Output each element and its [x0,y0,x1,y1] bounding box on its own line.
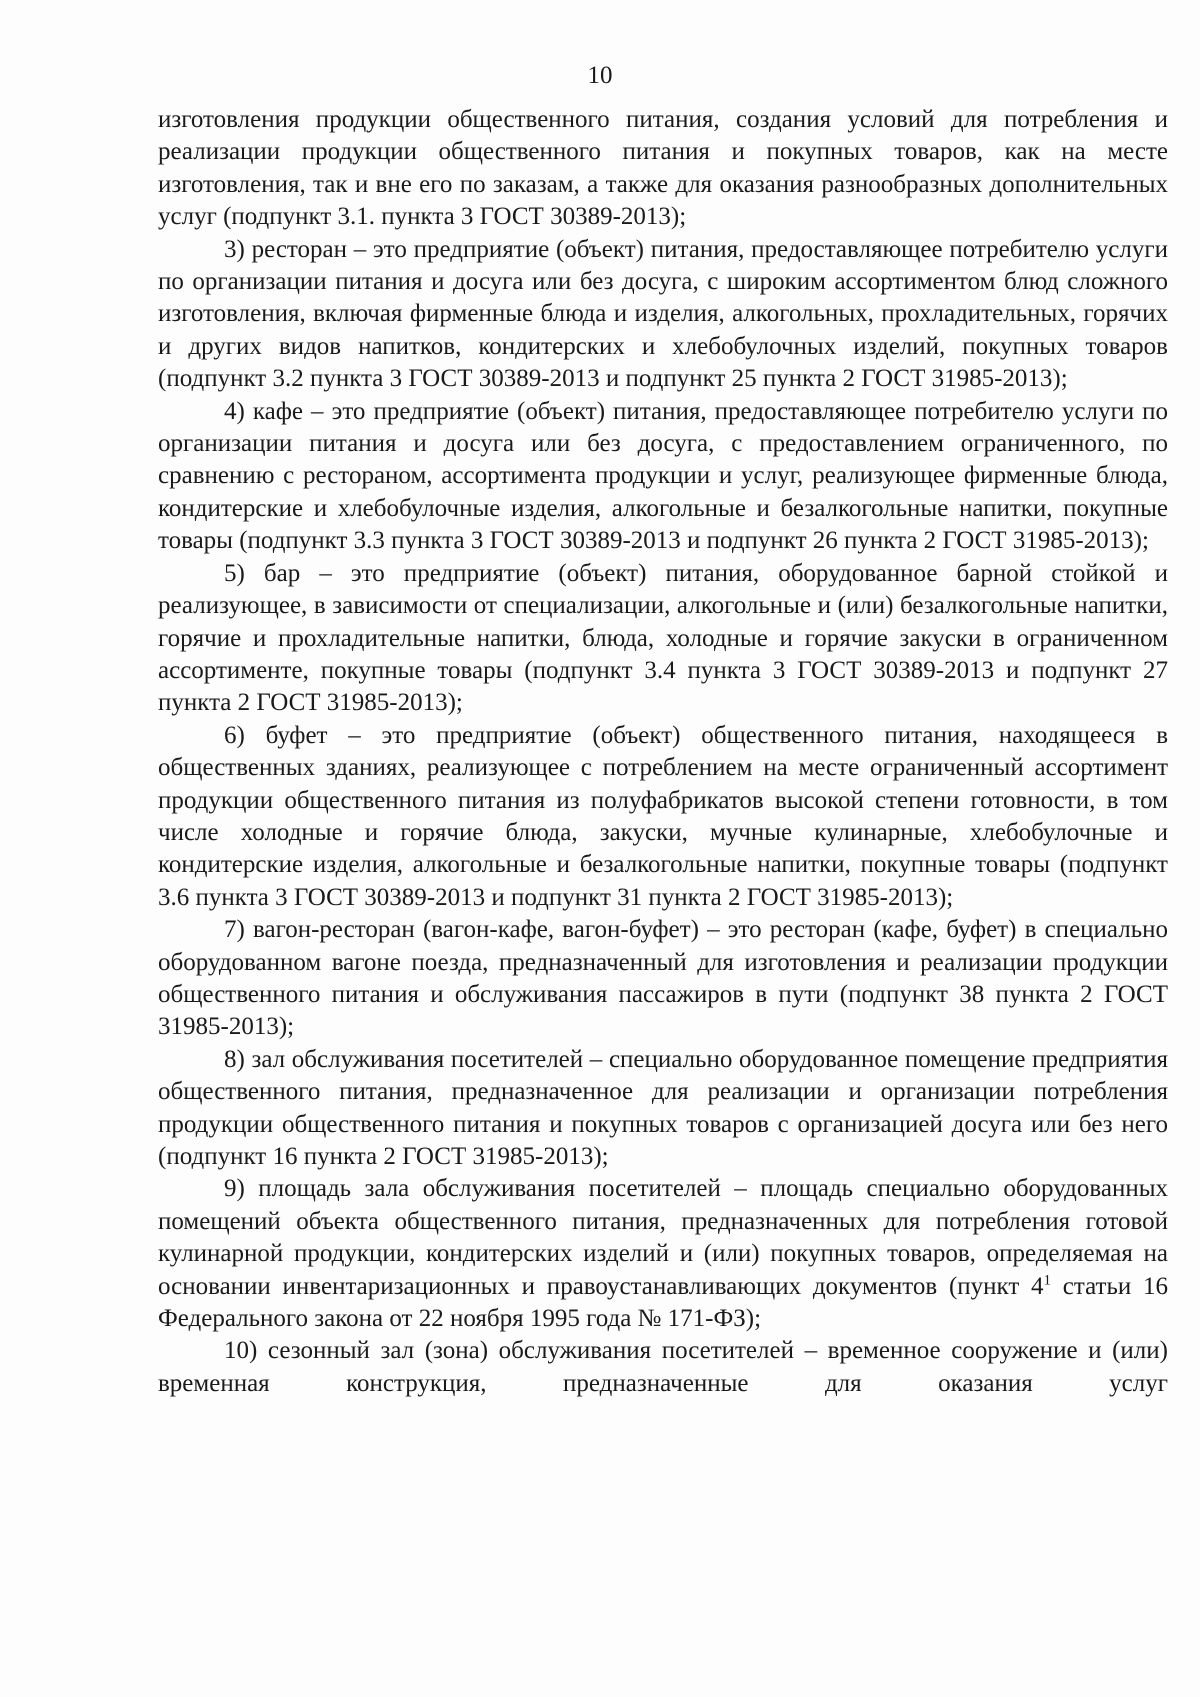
paragraph-bar: 5) бар – это предприятие (объект) питания, оборудованное барной стойкой и реализующее, в зависимости от специализации, алкогольные и (или) безалкогольные напитки, горячие и прохладительные напитки, блюда, холодные и горячие закуски в ограниченном ассортименте, покупные товары (подпункт 3.4 пункта 3 ГОСТ 30389-2013 и подпункт 27 пункта 2 ГОСТ 31985-2013); [158,559,1168,717]
paragraph-dining-car: 7) вагон-ресторан (вагон-кафе, вагон-буфет) – это ресторан (кафе, буфет) в специально оборудованном вагоне поезда, предназначенный для изготовления и реализации продукции общественного питания и обслуживания пассажиров в пути (подпункт 38 пункта 2 ГОСТ 31985-2013); [158,916,1168,1041]
paragraph-service-hall: 8) зал обслуживания посетителей – специально оборудованное помещение предприятия общественного питания, предназначенное для реализации и организации потребления продукции общественного питания и покупных товаров с организацией досуга или без него (подпункт 16 пункта 2 ГОСТ 31985-2013); [158,1045,1168,1170]
paragraph-hall-area [158,1173,1168,1335]
paragraph-restaurant: 3) ресторан – это предприятие (объект) питания, предоставляющее потребителю услуги по организации питания и досуга или без досуга, с широким ассортиментом блюд сложного изготовления, включая фирменные блюда и изделия, алкогольных, прохладительных, горячих и других видов напитков, кондитерских и хлебобулочных изделий, покупных товаров (подпункт 3.2 пункта 3 ГОСТ 30389-2013 и подпункт 25 пункта 2 ГОСТ 31985-2013); [158,235,1168,393]
page-number: 10 [587,62,613,89]
superscript-marker: 1 [1043,1272,1052,1289]
paragraph-hall-area-text: 9) площадь зала обслуживания посетителей – площадь специально оборудованных помещений объекта общественного питания, предназначенных для потребления готовой кулинарной продукции, кондитерских изделий и (или) покупных товаров, определяемая на основании инвентаризационных и правоустанавливающих документов (пункт 4 [158,1175,1168,1300]
paragraph-buffet: 6) буфет – это предприятие (объект) общественного питания, находящееся в общественных зданиях, реализующее с потреблением на месте ограниченный ассортимент продукции общественного питания из полуфабрикатов высокой степени готовности, в том числе холодные и горячие блюда, закуски, мучные кулинарные, хлебобулочные и кондитерские изделия, алкогольные и безалкогольные напитки, покупные товары (подпункт 3.6 пункта 3 ГОСТ 30389-2013 и подпункт 31 пункта 2 ГОСТ 31985-2013); [158,721,1168,911]
paragraph-hall-area-text-end: статьи 16 Федерального закона от 22 ноября 1995 года № 171-ФЗ); [158,1272,1168,1333]
paragraph-cafe: 4) кафе – это предприятие (объект) питания, предоставляющее потребителю услуги по организации питания и досуга или без досуга, с предоставлением ограниченного, по сравнению с рестораном, ассортимента продукции и услуг, реализующее фирменные блюда, кондитерские и хлебобулочные изделия, алкогольные и безалкогольные напитки, покупные товары (подпункт 3.3 пункта 3 ГОСТ 30389-2013 и подпункт 26 пункта 2 ГОСТ 31985-2013); [158,397,1168,555]
document-body [158,104,1168,1400]
paragraph-seasonal-hall: 10) сезонный зал (зона) обслуживания посетителей – временное сооружение и (или) временная конструкция, предназначенные для оказания услуг [158,1337,1168,1397]
paragraph-continuation: изготовления продукции общественного питания, создания условий для потребления и реализации продукции общественного питания и покупных товаров, как на месте изготовления, так и вне его по заказам, а также для оказания разнообразных дополнительных услуг (подпункт 3.1. пункта 3 ГОСТ 30389-2013); [158,106,1168,231]
